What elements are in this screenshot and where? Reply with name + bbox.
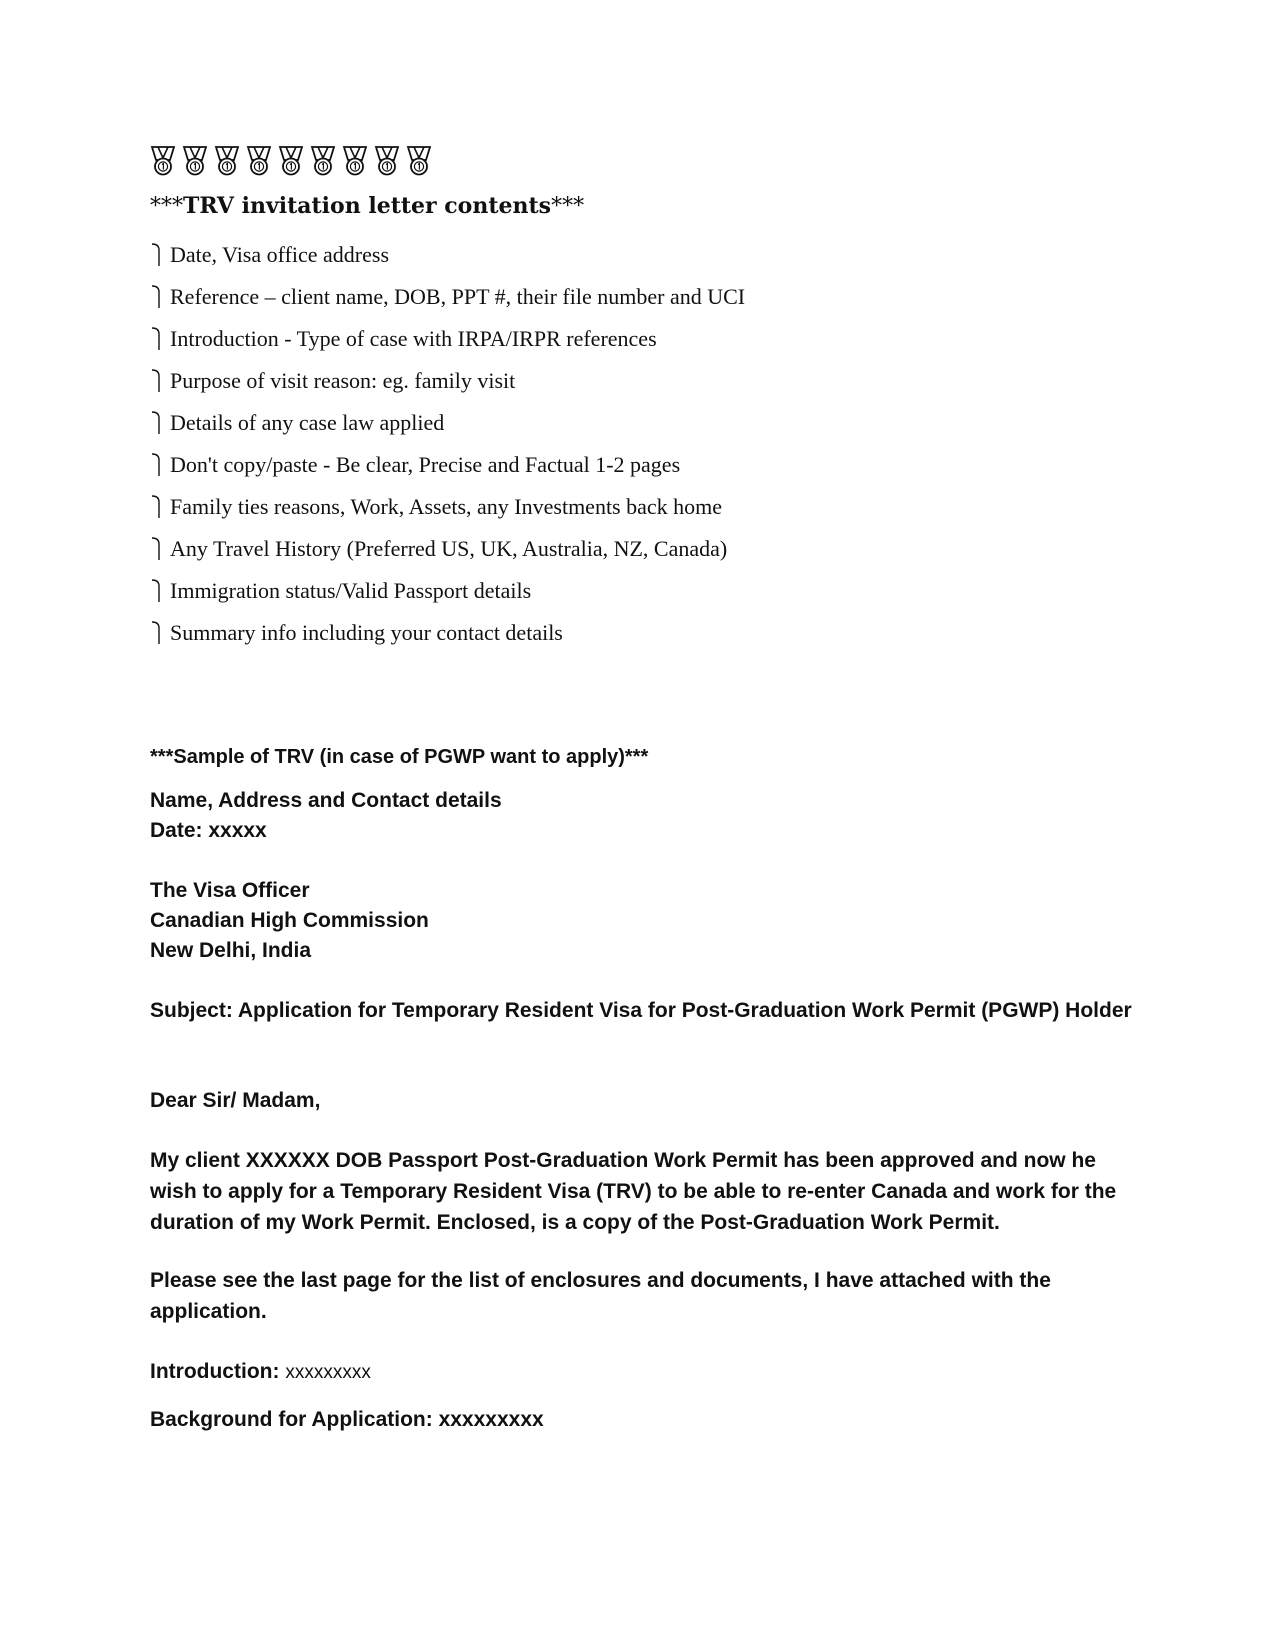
list-item — [150, 444, 745, 486]
list-item — [150, 318, 745, 360]
list-item — [150, 360, 745, 402]
list-item-text: Summary info including your contact details — [170, 620, 563, 645]
medal-icon — [406, 146, 432, 176]
sender-line: Name, Address and Contact details — [150, 789, 502, 812]
medal-icon — [374, 146, 400, 176]
body-paragraph: Please see the last page for the list of enclosures and documents, I have attached with the application. — [150, 1269, 1051, 1323]
list-item — [150, 276, 745, 318]
medal-icon — [214, 146, 240, 176]
introduction-line — [150, 1356, 1140, 1388]
list-item-text: Date, Visa office address — [170, 242, 390, 267]
recipient-line: Canadian High Commission — [150, 909, 429, 932]
background-label: Background for Application: — [150, 1408, 433, 1431]
heading-suffix: *** — [551, 194, 585, 219]
bracket-bullet-icon — [150, 620, 166, 646]
list-item — [150, 570, 745, 612]
list-item-text: Don't copy/paste - Be clear, Precise and Factual 1-2 pages — [170, 452, 681, 477]
bracket-bullet-icon — [150, 326, 166, 352]
list-item-text: Purpose of visit reason: eg. family visit — [170, 368, 516, 393]
date-line: Date: xxxxx — [150, 819, 267, 842]
heading-title: TRV invitation letter contents — [183, 193, 552, 219]
list-item-text: Details of any case law applied — [170, 410, 445, 435]
sample-title: ***Sample of TRV (in case of PGWP want to apply)*** — [150, 746, 649, 768]
subject-line: Subject: Application for Temporary Resident Visa for Post-Graduation Work Permit (PGWP) Holder — [150, 999, 1132, 1022]
list-item-text: Reference – client name, DOB, PPT #, their file number and UCI — [170, 284, 746, 309]
bracket-bullet-icon — [150, 536, 166, 562]
background-line — [150, 1404, 1140, 1435]
medal-icon-row — [150, 146, 432, 178]
list-item-text: Family ties reasons, Work, Assets, any Investments back home — [170, 494, 723, 519]
list-item-text: Immigration status/Valid Passport details — [170, 578, 532, 603]
contents-heading — [150, 192, 584, 221]
medal-icon — [310, 146, 336, 176]
list-item — [150, 612, 745, 654]
medal-icon — [182, 146, 208, 176]
list-item-text: Any Travel History (Preferred US, UK, Australia, NZ, Canada) — [170, 536, 728, 561]
medal-icon — [150, 146, 176, 176]
bracket-bullet-icon — [150, 452, 166, 478]
bracket-bullet-icon — [150, 368, 166, 394]
list-item — [150, 528, 745, 570]
list-item — [150, 486, 745, 528]
list-item-text: Introduction - Type of case with IRPA/IRPR references — [170, 326, 657, 351]
recipient-line: The Visa Officer — [150, 879, 310, 902]
bracket-bullet-icon — [150, 494, 166, 520]
recipient-line: New Delhi, India — [150, 939, 312, 962]
medal-icon — [246, 146, 272, 176]
introduction-label: Introduction: — [150, 1360, 280, 1383]
salutation: Dear Sir/ Madam, — [150, 1089, 321, 1112]
bracket-bullet-icon — [150, 410, 166, 436]
introduction-value: xxxxxxxxx — [285, 1362, 371, 1383]
list-item — [150, 402, 745, 444]
bracket-bullet-icon — [150, 242, 166, 268]
medal-icon — [342, 146, 368, 176]
bracket-bullet-icon — [150, 578, 166, 604]
bracket-bullet-icon — [150, 284, 166, 310]
medal-icon — [278, 146, 304, 176]
contents-list — [150, 234, 745, 654]
body-paragraph: My client XXXXXX DOB Passport Post-Graduation Work Permit has been approved and now he wish to apply for a Temporary Resident Visa (TRV) to be able to re-enter Canada and work for the duration of my Work Permit. Enclosed, is a copy of the Post-Graduation Work Permit. — [150, 1149, 1117, 1234]
background-value: xxxxxxxxx — [438, 1408, 544, 1431]
list-item — [150, 234, 745, 276]
heading-prefix: *** — [150, 194, 183, 219]
